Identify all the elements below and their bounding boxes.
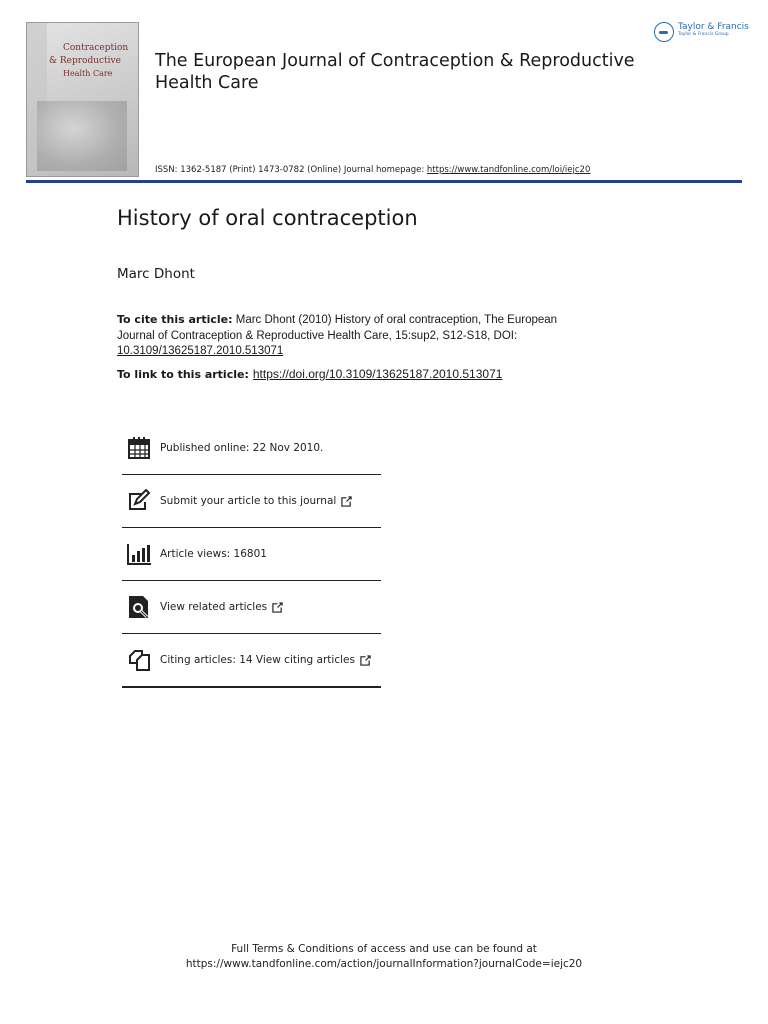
article-views: Article views: 16801 bbox=[160, 548, 267, 560]
article-info-list bbox=[122, 422, 381, 688]
issn-line bbox=[155, 165, 590, 175]
citation-label: To cite this article: bbox=[117, 313, 233, 326]
issn-text: ISSN: 1362-5187 (Print) 1473-0782 (Online) Journal homepage: bbox=[155, 165, 427, 175]
publisher-group: Taylor & Francis Group bbox=[678, 32, 729, 37]
footer-line1: Full Terms & Conditions of access and use can be found at bbox=[231, 943, 537, 955]
citing-articles-link[interactable]: Citing articles: 14 View citing articles bbox=[160, 654, 371, 666]
submit-row[interactable] bbox=[122, 475, 381, 528]
calendar-icon bbox=[127, 436, 151, 460]
journal-homepage-link[interactable]: https://www.tandfonline.com/loi/iejc20 bbox=[426, 165, 591, 175]
external-link-icon bbox=[360, 655, 371, 666]
citing-documents-icon bbox=[127, 648, 151, 672]
citation-text: Marc Dhont (2010) History of oral contraception, The European Journal of Contraception & Reproductive Health Care, 15:sup2, S12-S18, DOI: bbox=[117, 314, 558, 342]
citing-row[interactable] bbox=[122, 634, 381, 688]
article-author: Marc Dhont bbox=[117, 266, 195, 282]
publisher-logo-icon bbox=[654, 22, 674, 42]
submit-article-link[interactable]: Submit your article to this journal bbox=[160, 495, 352, 507]
related-row[interactable] bbox=[122, 581, 381, 634]
article-title: History of oral contraception bbox=[117, 206, 418, 230]
publisher-logo bbox=[654, 22, 749, 42]
journal-title: The European Journal of Contraception & Reproductive Health Care bbox=[155, 51, 635, 93]
cover-illustration bbox=[37, 101, 127, 171]
edit-icon bbox=[127, 489, 151, 513]
citation-doi-link[interactable]: 10.3109/13625187.2010.513071 bbox=[117, 345, 284, 357]
published-row bbox=[122, 422, 381, 475]
view-related-link[interactable]: View related articles bbox=[160, 601, 283, 613]
footer-terms bbox=[0, 942, 768, 972]
header-divider bbox=[26, 180, 742, 183]
footer-terms-url[interactable]: https://www.tandfonline.com/action/journalInformation?journalCode=iejc20 bbox=[185, 958, 583, 970]
search-document-icon bbox=[127, 595, 151, 619]
article-doi-link[interactable]: https://doi.org/10.3109/13625187.2010.513071 bbox=[252, 367, 503, 381]
article-link-label: To link to this article: bbox=[117, 368, 249, 381]
cover-title-line1: Contraception bbox=[63, 43, 129, 53]
views-row bbox=[122, 528, 381, 581]
external-link-icon bbox=[272, 602, 283, 613]
published-date: Published online: 22 Nov 2010. bbox=[160, 442, 324, 454]
citation-block bbox=[117, 312, 577, 360]
bar-chart-icon bbox=[127, 542, 151, 566]
publisher-name: Taylor & Francis bbox=[678, 22, 749, 32]
journal-cover-image bbox=[26, 22, 139, 177]
external-link-icon bbox=[341, 496, 352, 507]
article-link-line bbox=[117, 367, 502, 381]
cover-title-line3: Health Care bbox=[63, 69, 113, 78]
cover-title-line2: & Reproductive bbox=[49, 56, 121, 66]
